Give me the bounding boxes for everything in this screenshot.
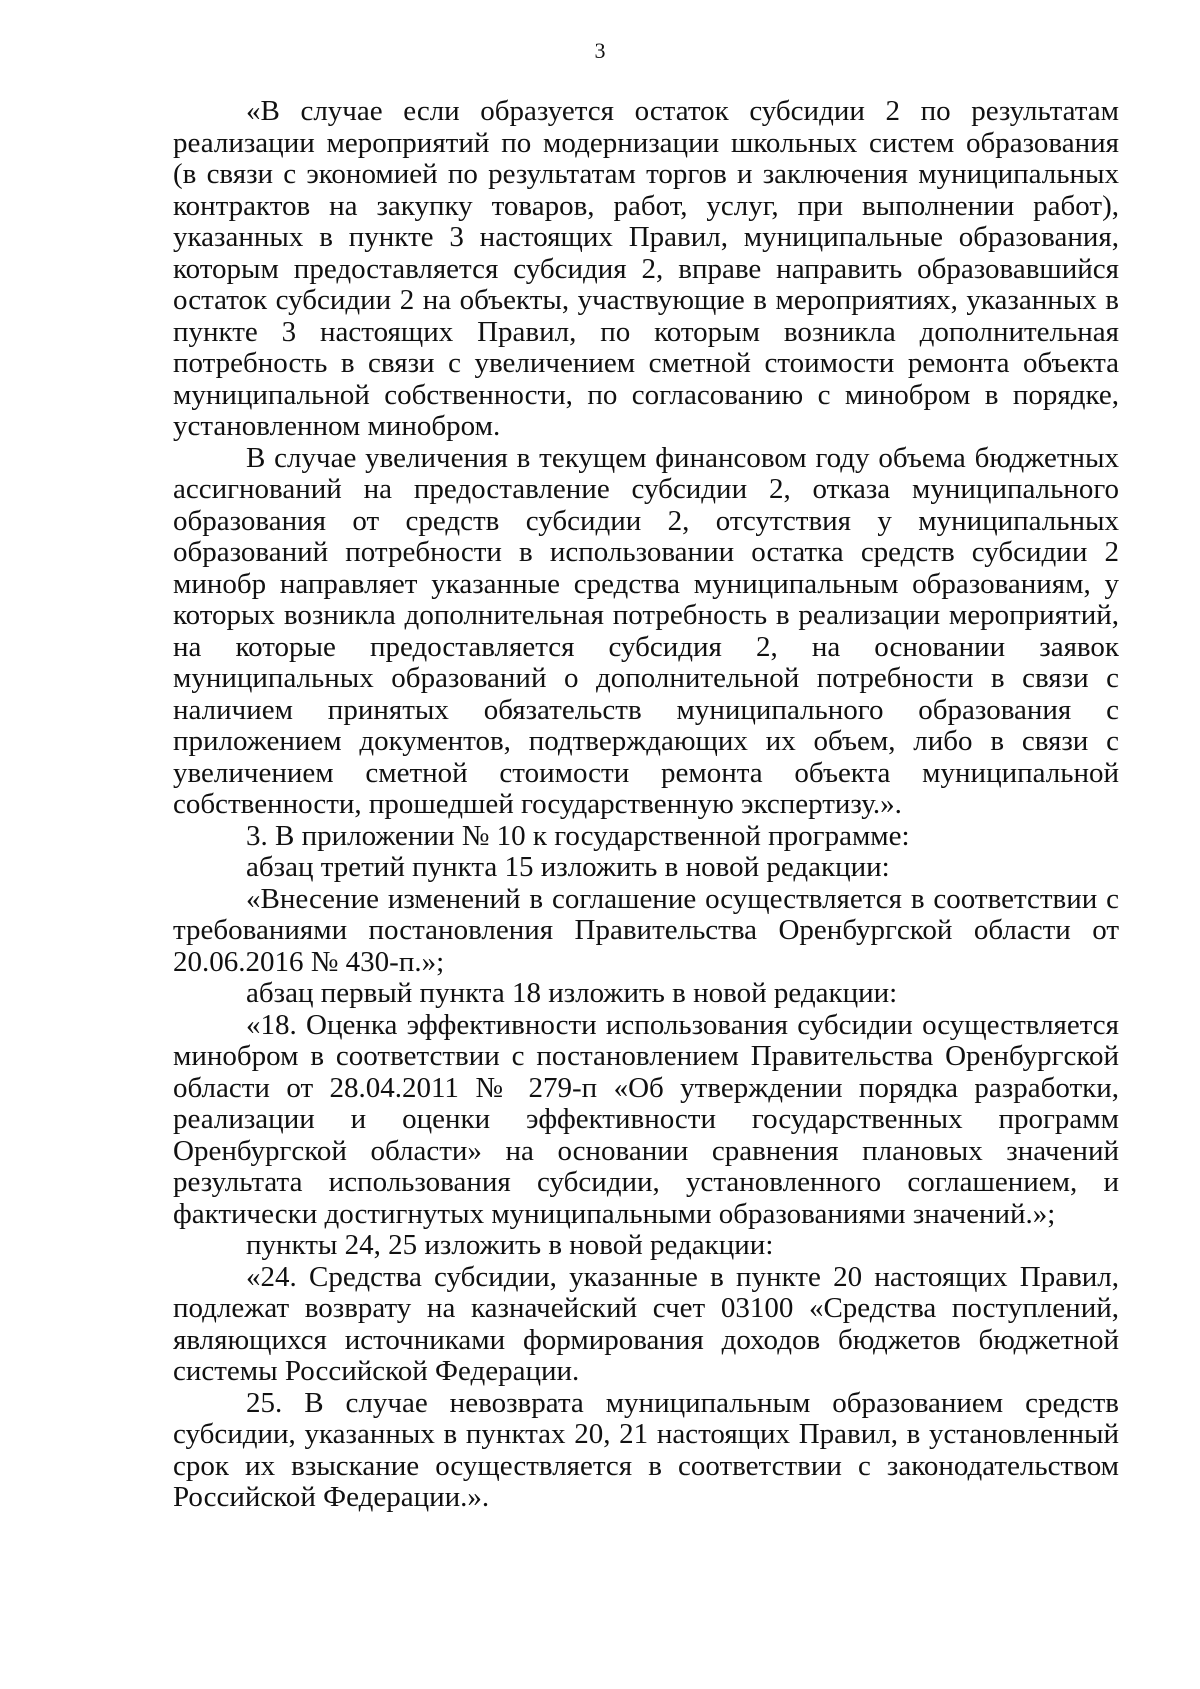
paragraph-appendix-10: 3. В приложении № 10 к государственной программе:	[246, 819, 910, 852]
paragraph-subsidy-remainder: «В случае если образуется остаток субсидии 2 по результатам реализации мероприятий по модернизации школьных систем образования (в связи с экономией по результатам торгов и заключения муниципальных контрактов на закупку товаров, работ, услуг, при выполнении работ), указанных в пункте 3 настоящих Правил, муниципальные образования, которым предоставляется субсидия 2, вправе направить образовавшийся остаток субсидии 2 на объекты, участвующие в мероприятиях, указанных в пункте 3 настоящих Правил, по которым возникла дополнительная потребность в связи с увеличением сметной стоимости ремонта объекта муниципальной собственности, по согласованию с минобром в порядке, установленном минобром.	[173, 95, 1119, 442]
document-body	[173, 96, 1119, 1514]
page-number: 3	[594, 38, 606, 63]
paragraph-point-15-intro: абзац третий пункта 15 изложить в новой редакции:	[246, 851, 890, 883]
paragraph-budget-increase: В случае увеличения в текущем финансовом году объема бюджетных ассигнований на предоставление субсидии 2, отказа муниципального образования от средств субсидии 2, отсутствия у муниципальных образований потребности в использовании остатка средств субсидии 2 минобр направляет указанные средства муниципальным образованиям, у которых возникла дополнительная потребность в реализации мероприятий, на которые предоставляется субсидия 2, на основании заявок муниципальных образований о дополнительной потребности в связи с наличием принятых обязательств муниципального образования с приложением документов, подтверждающих их объем, либо в связи с увеличением сметной стоимости ремонта объекта муниципальной собственности, прошедшей государственную экспертизу.».	[173, 441, 1119, 820]
paragraph-point-18-intro: абзац первый пункта 18 изложить в новой редакции:	[246, 977, 898, 1009]
paragraph-point-18-text: «18. Оценка эффективности использования субсидии осуществляется минобром в соответствии с постановлением Правительства Оренбургской области от 28.04.2011 № 279-п «Об утверждении порядка разработки, реализации и оценки эффективности государственных программ Оренбургской области» на основании сравнения плановых значений результата использования субсидии, установленного соглашением, и фактически достигнутых муниципальными образованиями значений.»;	[173, 1008, 1119, 1230]
paragraph-points-24-25-intro: пункты 24, 25 изложить в новой редакции:	[246, 1229, 774, 1261]
paragraph-point-24-text: «24. Средства субсидии, указанные в пункте 20 настоящих Правил, подлежат возврату на казначейский счет 03100 «Средства поступлений, являющихся источниками формирования доходов бюджетов бюджетной системы Российской Федерации.	[173, 1260, 1119, 1387]
paragraph-point-25-text: 25. В случае невозврата муниципальным образованием средств субсидии, указанных в пунктах 20, 21 настоящих Правил, в установленный срок их взыскание осуществляется в соответствии с законодательством Российской Федерации.».	[173, 1386, 1119, 1513]
paragraph-point-15-text: «Внесение изменений в соглашение осуществляется в соответствии с требованиями постановления Правительства Оренбургской области от 20.06.2016 № 430-п.»;	[173, 882, 1119, 978]
